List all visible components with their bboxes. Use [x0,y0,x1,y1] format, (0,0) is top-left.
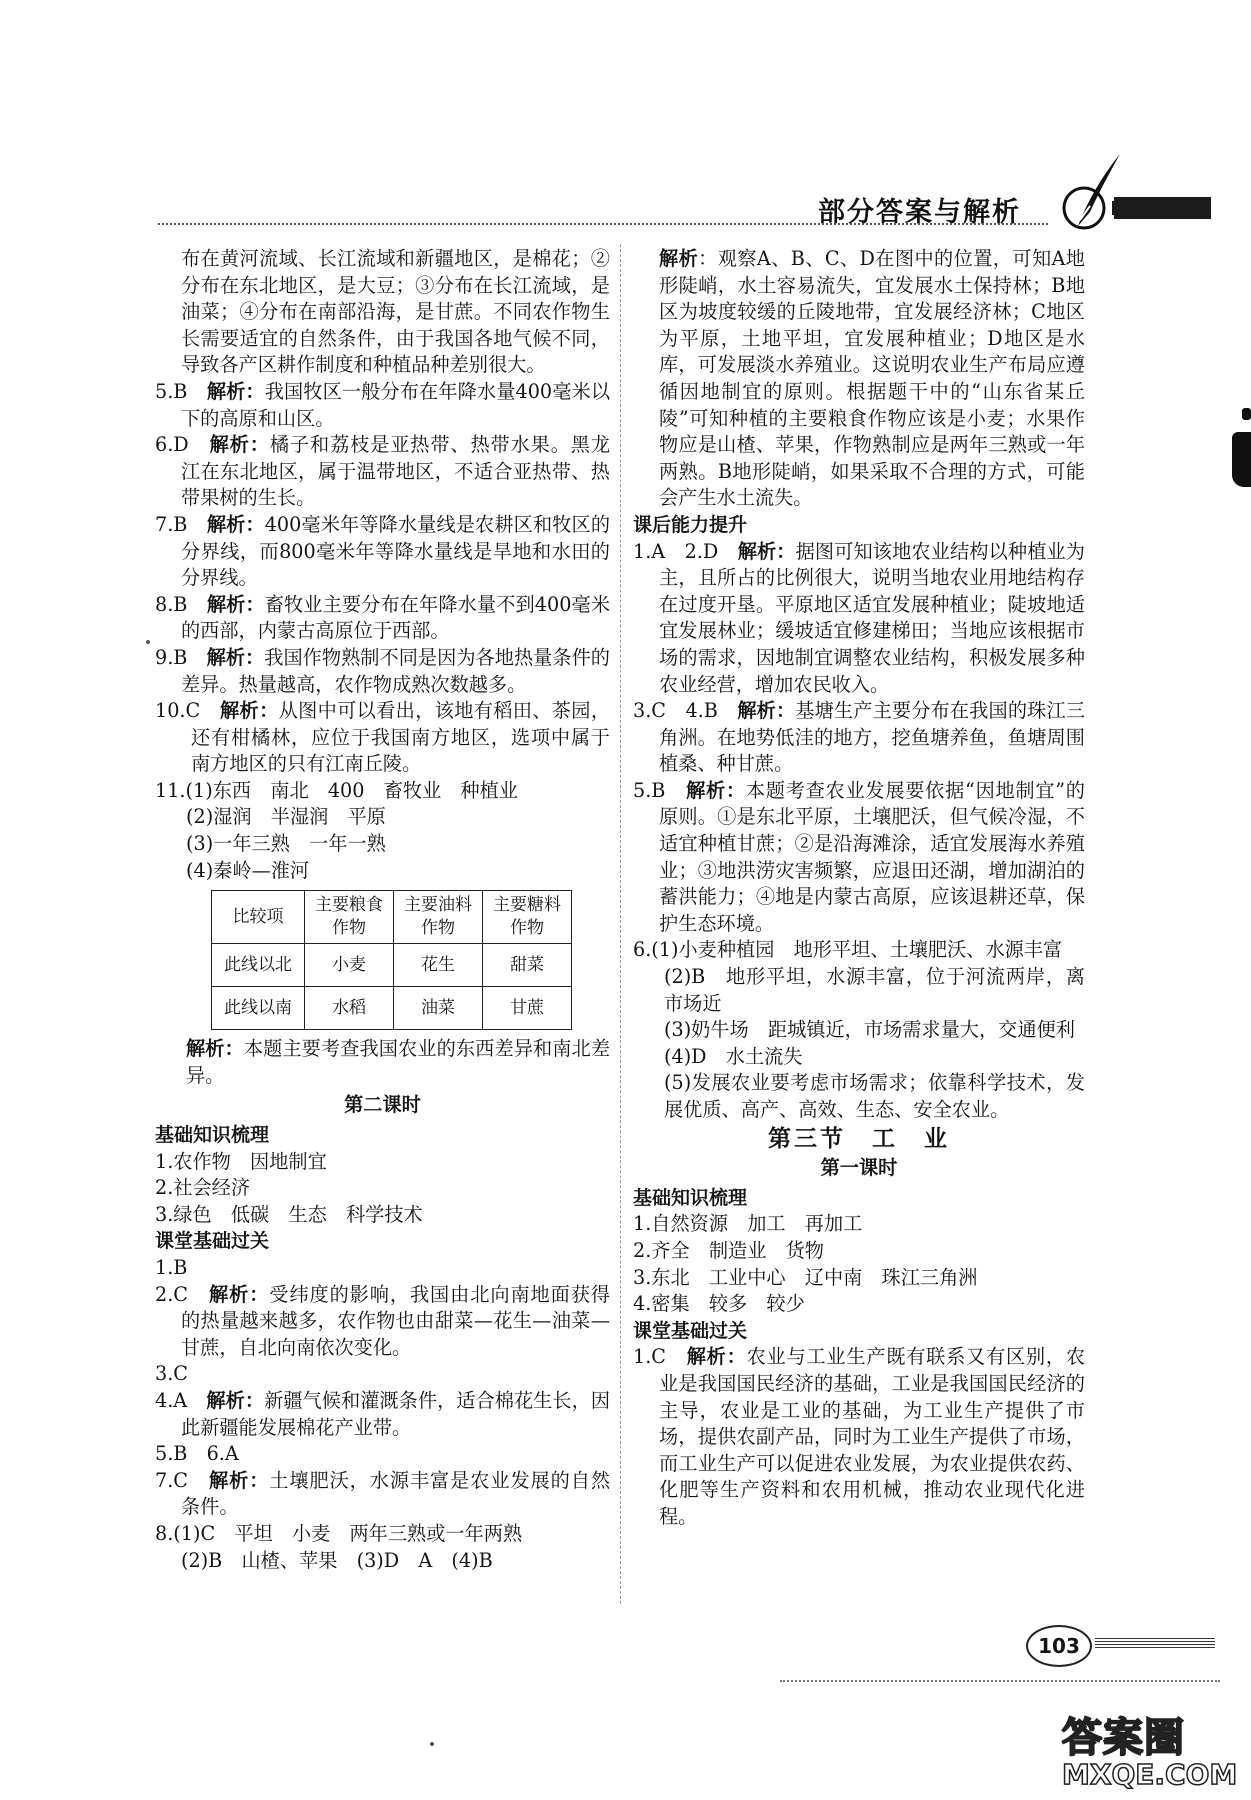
after-answer-5: 5.B 解析：本题考查农业发展要依据“因地制宜”的原则。①是东北平原，土壤肥沃，但气候冷湿，不适宜种植甘蔗；②是沿海滩涂，适宜发展海水养殖业；③地洪涝灾害频繁，应退田还湖，增加湖泊的蓄洪能力；④地是内蒙古高原，应该退耕还草，保护生态环境。 [633,778,1085,935]
table-cell: 水稻 [305,987,394,1030]
basic-knowledge-heading: 基础知识梳理 [155,1124,270,1147]
after-answer-1-2: 1.A 2.D 解析：据图可知该地农业结构以种植业为主，且所占的比例很大，说明当地农业用地结构存在过度开垦。平原地区适宜发展种植业；陡坡地适宜发展林业；缓坡适宜修建梯田；当地应该根据市场的需求，因地制宜调整农业结构，积极发展多种农业经营，增加农民收入。 [633,539,1085,696]
after-class-heading: 课后能力提升 [633,513,748,536]
lesson-2-heading: 第二课时 [344,1093,421,1117]
after-answer-3-4: 3.C 4.B 解析：基塘生产主要分布在我国的珠江三角洲。在地势低洼的地方，挖鱼塘养鱼，鱼塘周围植桑、种甘蔗。 [633,699,1085,776]
table-header-cell: 比较项 [212,891,305,944]
comparison-table [211,890,572,1030]
table-row [212,987,572,1030]
scan-edge-mark [1242,408,1251,420]
basic-answer-3: 3.绿色 低碳 生态 科学技术 [155,1202,423,1226]
answer-8: 8.B 解析：畜牧业主要分布在年降水量不到400毫米的西部，内蒙古高原位于西部。 [155,592,611,643]
after-answer-6-part5: (5)发展农业要考虑市场需求；依靠科学技术，发展优质、高产、高效、生态、安全农业。 [664,1071,1085,1121]
footer-rule [780,1680,1220,1682]
after-answer-6-part3: (3)奶牛场 距城镇近，市场需求量大，交通便利 [664,1018,1075,1042]
column-divider [620,244,621,1604]
after-answer-6-part2: (2)B 地形平坦，水源丰富，位于河流两岸，离市场近 [664,965,1085,1015]
class-answer-7: 7.C 解析：土壤肥沃，水源丰富是农业发展的自然条件。 [155,1468,611,1519]
basic-answer-right-4: 4.密集 较多 较少 [633,1292,805,1316]
class-answer-right-1: 1.C 解析：农业与工业生产既有联系又有区别，农业是我国国民经济的基础，工业是我国国民经济的主导，农业是工业的基础，为工业生产提供了市场，提供农副产品，同时为工业生产提供了市场，而工业生产可以促进农业发展，为农业提供农药、化肥等生产资料和农用机械，推动农业现代化进程。 [633,1345,1086,1528]
page-number-decoration [1095,1638,1215,1650]
scan-edge-mark [1232,432,1251,487]
table-cell: 小麦 [305,944,394,987]
basic-answer-2: 2.社会经济 [155,1176,251,1200]
watermark-top-text: 答案圈 [1062,1715,1185,1761]
table-header-cell: 主要油料作物 [394,891,483,944]
watermark-logo [1062,1706,1237,1794]
class-answer-4: 4.A 解析：新疆气候和灌溉条件，适合棉花生长，因此新疆能发展棉花产业带。 [155,1388,611,1439]
class-answer-5-6: 5.B 6.A [155,1442,239,1466]
scan-speck [146,640,150,644]
answer-11-part2: (2)湿润 半湿润 平原 [186,805,386,829]
right-column [633,246,1085,1531]
answer-11-part3: (3)一年三熟 一年一熟 [186,832,386,856]
table-cell: 此线以北 [212,944,305,987]
table-header-cell: 主要糖料作物 [483,891,572,944]
lesson-1-heading: 第一课时 [820,1156,898,1180]
scan-speck [430,1742,434,1746]
table-cell: 甘蔗 [483,987,572,1030]
class-answer-8-part2: (2)B 山楂、苹果 (3)D A (4)B [181,1548,493,1572]
feather-pen-icon [1048,150,1123,235]
continued-analysis: 布在黄河流域、长江流域和新疆地区，是棉花；②分布在东北地区，是大豆；③分布在长江流域，是油菜；④分布在南部沿海，是甘蔗。不同农作物生长需要适宜的自然条件，由于我国各地气候不同，导致各产区耕作制度和种植品种差别很大。 [181,247,610,377]
basic-answer-right-3: 3.东北 工业中心 辽中南 珠江三角洲 [633,1265,978,1289]
basic-answer-right-2: 2.齐全 制造业 货物 [633,1238,824,1262]
page-header-title: 部分答案与解析 [818,197,1021,228]
table-cell: 甜菜 [483,944,572,987]
answer-6: 6.D 解析：橘子和荔枝是亚热带、热带水果。黑龙江在东北地区，属于温带地区，不适合亚热带、热带果树的生长。 [155,433,611,510]
section-3-heading: 第三节 工 业 [768,1125,950,1152]
class-answer-8-part1: 8.(1)C 平坦 小麦 两年三熟或一年两熟 [155,1521,523,1545]
table-cell: 此线以南 [212,987,305,1030]
table-cell: 油菜 [394,987,483,1030]
table-header-row [212,891,572,944]
basic-answer-1: 1.农作物 因地制宜 [155,1149,327,1173]
after-answer-6-part4: (4)D 水土流失 [664,1044,803,1068]
classroom-heading-right: 课堂基础过关 [633,1319,748,1342]
left-column [155,246,610,1574]
class-answer-2: 2.C 解析：受纬度的影响，我国由北向南地面获得的热量越来越多，农作物也由甜菜—花生—油菜—甘蔗，自北向南依次变化。 [155,1282,611,1359]
class-answer-1: 1.B [155,1256,188,1279]
answer-7: 7.B 解析：400毫米年等降水量线是农耕区和牧区的分界线，而800毫米年等降水量线是旱地和水田的分界线。 [155,512,611,590]
basic-answer-right-1: 1.自然资源 加工 再加工 [633,1212,863,1236]
answer-11-part1: 11.(1)东西 南北 400 畜牧业 种植业 [155,778,518,802]
answer-10: 10.C 解析：从图中可以看出，该地有稻田、茶园，还有柑橘林，应位于我国南方地区，选项中属于南方地区的只有江南丘陵。 [155,699,611,776]
page-number: 103 [1026,1625,1092,1667]
header-bar [1114,197,1211,219]
class-answer-3: 3.C [155,1362,188,1386]
continued-analysis-right: 解析：观察A、B、C、D在图中的位置，可知A地形陡峭，水土容易流失，宜发展水土保持林；B地区为坡度较缓的丘陵地带，宜发展经济林；C地区为平原，土地平坦，宜发展种植业；D地区是水库，可发展淡水养殖业。这说明农业生产布局应遵循因地制宜的原则。根据题干中的“山东省某丘陵”可知种植的主要粮食作物应该是小麦；水果作物应是山楂、苹果，作物熟制应是两年三熟或一年两熟。B地形陡峭，如果采取不合理的方式，可能会产生水土流失。 [659,247,1085,510]
answer-11-analysis: 解析：本题主要考查我国农业的东西差异和南北差异。 [186,1037,611,1087]
classroom-heading: 课堂基础过关 [155,1230,270,1253]
after-answer-6-part1: 6.(1)小麦种植园 地形平坦、土壤肥沃、水源丰富 [633,938,1063,962]
header-rule [158,223,1048,225]
answer-5: 5.B 解析：我国牧区一般分布在年降水量400毫米以下的高原和山区。 [155,379,611,430]
table-header-cell: 主要粮食作物 [305,891,394,944]
watermark-bottom-text: MXQE.COM [1062,1758,1238,1791]
answer-11-part4: (4)秦岭—淮河 [186,858,310,882]
answer-9: 9.B 解析：我国作物熟制不同是因为各地热量条件的差异。热量越高，农作物成熟次数越多。 [155,645,610,696]
table-cell: 花生 [394,944,483,987]
table-row [212,944,572,987]
basic-knowledge-heading-right: 基础知识梳理 [633,1186,748,1209]
